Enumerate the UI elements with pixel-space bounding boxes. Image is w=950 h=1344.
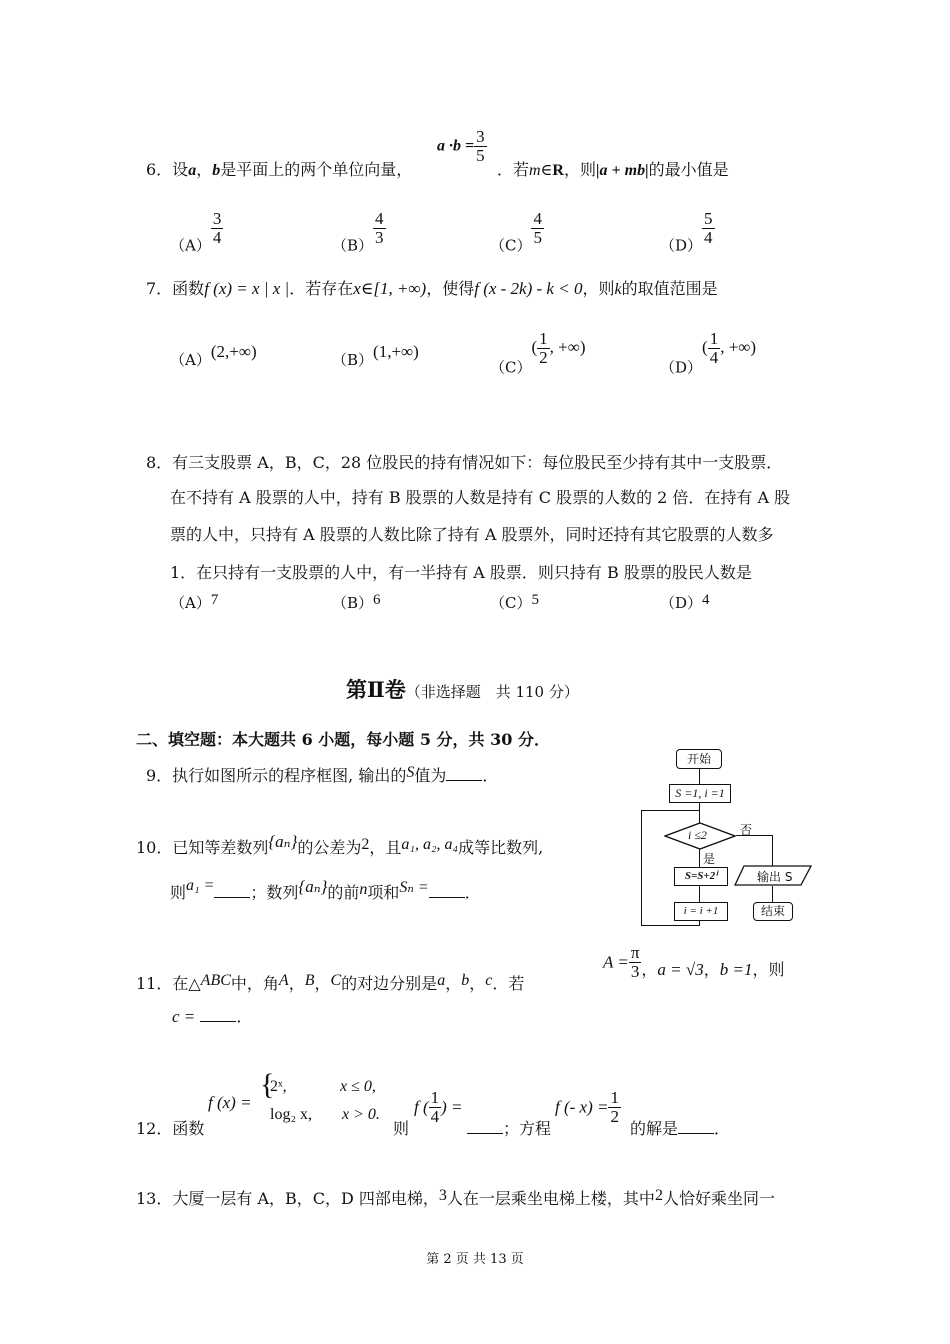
option-label: （C） bbox=[490, 358, 532, 377]
paren: , +∞) bbox=[549, 337, 586, 357]
option-label: （A） bbox=[170, 594, 211, 612]
frac-num: 1 bbox=[539, 329, 548, 348]
question-6-number: 6．设 bbox=[146, 160, 189, 179]
flowchart-line bbox=[772, 835, 773, 866]
q7-text1: ．若存在 bbox=[289, 279, 354, 298]
flowchart-update-s: S=S+2ⁱ bbox=[674, 867, 728, 886]
q11-text5: ，则 bbox=[752, 959, 785, 979]
q12-brace: { bbox=[260, 1068, 275, 1101]
q6-option-d[interactable] bbox=[660, 210, 715, 255]
option-value: (1,+∞) bbox=[373, 342, 419, 361]
q12-case1-cond: x ≤ 0, bbox=[340, 1078, 376, 1095]
q11-A-eq: A = bbox=[603, 952, 629, 972]
q11-a-eq: a = √3 bbox=[657, 959, 704, 979]
frac-den: 5 bbox=[533, 227, 542, 247]
flowchart-line bbox=[641, 925, 700, 926]
q6-option-c[interactable] bbox=[490, 210, 544, 255]
q10-terms: a₁, a₂, a₄ bbox=[401, 836, 459, 853]
q11-text2: 中，角 bbox=[230, 974, 279, 993]
q10-text7: 项和 bbox=[367, 883, 400, 902]
paren: , +∞) bbox=[720, 337, 757, 357]
q12-case2-cond: x > 0. bbox=[342, 1106, 380, 1123]
comma: ， bbox=[445, 974, 462, 993]
q12-f-lhs: f (x) = bbox=[208, 1093, 252, 1112]
period: ． bbox=[236, 1007, 253, 1026]
flowchart-start: 开始 bbox=[676, 749, 722, 769]
q10-two: 2 bbox=[361, 836, 370, 853]
q6-option-a[interactable] bbox=[170, 210, 223, 255]
q6-text3: ，则 bbox=[563, 160, 596, 179]
flowchart-line bbox=[699, 849, 700, 867]
q6-tail bbox=[497, 157, 729, 180]
option-label: （A） bbox=[170, 236, 211, 255]
question-10-line-2 bbox=[170, 877, 481, 903]
q6-fraction bbox=[474, 128, 487, 165]
q8-line-3: 票的人中，只持有 A 股票的人数比除了持有 A 股票外，同时还持有其它股票的人数多 bbox=[170, 525, 774, 544]
q9-text1: 9．执行如图所示的程序框图, 输出的 bbox=[146, 766, 407, 785]
option-value: (2,+∞) bbox=[210, 342, 257, 361]
section-2-heading: 二、填空题：本大题共 6 小题，每小题 5 分，共 30 分． bbox=[136, 730, 550, 749]
q8-line-1: 8．有三支股票 A，B，C，28 位股民的持有情况如下：每位股民至少持有其中一支股票． bbox=[146, 453, 783, 472]
q10-text5: ；数列 bbox=[250, 883, 299, 902]
q10-seq2: {aₙ} bbox=[298, 877, 328, 896]
frac-num: 4 bbox=[375, 209, 384, 228]
flowchart-line bbox=[772, 886, 773, 903]
frac-den: 3 bbox=[630, 961, 640, 981]
option-fraction bbox=[373, 210, 386, 247]
part-2-subtitle: （非选择题 共 110 分） bbox=[405, 683, 579, 701]
option-fraction bbox=[708, 330, 721, 367]
q12-case2-expr: log₂ x, bbox=[270, 1106, 313, 1123]
q12-end bbox=[630, 1116, 730, 1139]
q13-three: 3 bbox=[438, 1187, 447, 1204]
q8-option-c[interactable] bbox=[490, 592, 539, 613]
vector-b: b bbox=[212, 162, 221, 179]
q9-text2: 值为 bbox=[414, 766, 447, 785]
q11-A: A bbox=[278, 972, 289, 989]
q6-norm: |a + mb| bbox=[596, 162, 649, 179]
q7-option-a[interactable] bbox=[170, 342, 257, 370]
frac-num: 3 bbox=[212, 209, 222, 228]
q7-text2: ，使得 bbox=[426, 279, 475, 298]
flowchart-end: 结束 bbox=[753, 902, 793, 921]
q8-line-4: 1．在只持有一支股票的人中，有一半持有 A 股票．则只持有 B 股票的股民人数是 bbox=[170, 563, 752, 582]
frac-den: 4 bbox=[430, 1106, 440, 1126]
q11-answer-blank[interactable] bbox=[200, 1007, 236, 1022]
q10-text2: 的公差为 bbox=[297, 838, 362, 857]
frac-num: 4 bbox=[533, 209, 542, 228]
q10-seq: {aₙ} bbox=[268, 832, 298, 851]
q7-ineq: f (x - 2k) - k < 0 bbox=[474, 279, 583, 298]
q9-answer-blank[interactable] bbox=[446, 766, 482, 781]
q12-tail bbox=[467, 1116, 551, 1139]
frac-den: 5 bbox=[476, 145, 485, 165]
option-label: （C） bbox=[490, 236, 532, 255]
q10-text1: 10．已知等差数列 bbox=[136, 838, 269, 857]
q7-range: x∈[1, +∞) bbox=[353, 279, 427, 298]
flowchart-output-label: 输出 S bbox=[757, 870, 793, 884]
q11-b: b bbox=[461, 972, 470, 989]
q7-option-b[interactable] bbox=[332, 342, 419, 370]
option-value: 4 bbox=[702, 592, 710, 608]
q10-text6: 的前 bbox=[327, 883, 360, 902]
option-fraction bbox=[702, 210, 715, 247]
question-7-number: 7．函数 bbox=[146, 279, 205, 298]
paren: ( bbox=[531, 337, 538, 357]
q6-text: 是平面上的两个单位向量， bbox=[220, 160, 413, 179]
frac-num: 1 bbox=[430, 1088, 440, 1107]
frac-den: 3 bbox=[375, 227, 384, 247]
q7-option-c[interactable] bbox=[490, 330, 586, 377]
frac-den: 4 bbox=[709, 347, 719, 367]
q11-c: c bbox=[485, 972, 493, 989]
q11-C: C bbox=[330, 972, 342, 989]
q7-k: k bbox=[614, 281, 622, 298]
q10-a1-blank[interactable] bbox=[214, 883, 250, 898]
comma: ， bbox=[641, 959, 658, 979]
frac-den: 2 bbox=[539, 347, 548, 367]
q9-S: S bbox=[406, 764, 415, 781]
q6-dot-lhs: a ·b = bbox=[437, 137, 475, 155]
q12-text4: 的解是 bbox=[630, 1119, 679, 1138]
option-label: （D） bbox=[660, 236, 703, 255]
option-label: （C） bbox=[490, 594, 532, 612]
q11-b-eq: b =1 bbox=[719, 959, 753, 979]
q6-text4: 的最小值是 bbox=[648, 160, 729, 179]
q11-text3: 的对边分别是 bbox=[341, 974, 438, 993]
frac-num: 5 bbox=[704, 209, 713, 228]
comma: ， bbox=[469, 974, 486, 993]
q12-f-query bbox=[414, 1089, 463, 1126]
q6-option-b[interactable] bbox=[332, 210, 386, 255]
comma: ， bbox=[196, 160, 213, 179]
q11-ABC: ABC bbox=[200, 972, 231, 989]
q11-c-eq: c = bbox=[172, 1007, 196, 1026]
option-fraction bbox=[211, 210, 224, 247]
q12-eq-lhs: f (- x) = bbox=[555, 1097, 609, 1117]
option-fraction bbox=[537, 330, 550, 367]
q10-a1: a₁ = bbox=[186, 877, 215, 894]
option-label: （A） bbox=[170, 351, 211, 369]
flowchart-line bbox=[641, 810, 700, 811]
q12-f-q: f ( bbox=[414, 1097, 429, 1117]
flowchart-condition: i ≤2 bbox=[688, 828, 707, 842]
q7-text4: 的取值范围是 bbox=[621, 279, 718, 298]
vector-a: a bbox=[188, 162, 197, 179]
q12-half bbox=[608, 1089, 621, 1126]
part-2-heading bbox=[346, 674, 579, 704]
q10-text3: ，且 bbox=[369, 838, 402, 857]
q6-R: R bbox=[552, 162, 564, 179]
frac-den: 4 bbox=[212, 227, 222, 247]
q13-text1: 13．大厦一层有 A，B，C，D 四部电梯， bbox=[136, 1189, 439, 1208]
q8-line-2: 在不持有 A 股票的人中，持有 B 股票的人数是持有 C 股票的人数的 2 倍．在持有 A 股 bbox=[170, 488, 791, 507]
page-footer: 第 2 页 共 13 页 bbox=[426, 1252, 524, 1267]
comma: ， bbox=[314, 974, 331, 993]
q6-dot-product bbox=[437, 128, 487, 165]
option-label: （B） bbox=[332, 236, 374, 255]
paren: ( bbox=[702, 337, 708, 357]
q8-option-b[interactable] bbox=[332, 592, 381, 613]
q12-equation bbox=[555, 1089, 621, 1126]
q11-text1: 11．在△ bbox=[136, 974, 201, 993]
q6-m-in: m∈ bbox=[529, 162, 553, 179]
frac-num: 1 bbox=[610, 1088, 619, 1107]
q12-f-q-end: ) = bbox=[441, 1097, 463, 1117]
option-label: （B） bbox=[332, 351, 374, 369]
frac-num: 1 bbox=[709, 329, 719, 348]
comma: ， bbox=[703, 959, 720, 979]
q12-text1: 12．函数 bbox=[136, 1119, 205, 1138]
q12-case1-expr: 2ˣ, bbox=[270, 1078, 287, 1095]
question-6-line bbox=[146, 157, 412, 180]
q11-a: a bbox=[437, 972, 446, 989]
option-value: 5 bbox=[531, 592, 539, 608]
q7-text3: ，则 bbox=[582, 279, 615, 298]
q11-pi-fraction bbox=[629, 944, 642, 981]
q11-B: B bbox=[304, 972, 315, 989]
option-label: （D） bbox=[660, 358, 703, 377]
q12-answer-1-blank[interactable] bbox=[467, 1119, 503, 1134]
q8-option-a[interactable] bbox=[170, 592, 218, 613]
q10-pre: 则 bbox=[170, 883, 187, 902]
option-label: （D） bbox=[660, 594, 703, 612]
option-label: （B） bbox=[332, 594, 374, 612]
q12-quarter bbox=[429, 1089, 442, 1126]
question-11-line-2 bbox=[172, 1004, 252, 1027]
q12-text2: 则 bbox=[393, 1119, 410, 1138]
frac-den: 4 bbox=[704, 227, 713, 247]
frac-den: 2 bbox=[610, 1106, 619, 1126]
q12-text3: ；方程 bbox=[503, 1119, 552, 1138]
q13-text3: 人恰好乘坐同一 bbox=[662, 1189, 775, 1208]
q12-answer-2-blank[interactable] bbox=[678, 1119, 714, 1134]
question-10-line-1 bbox=[136, 832, 543, 858]
comma: ， bbox=[288, 974, 305, 993]
q7-option-d[interactable] bbox=[660, 330, 756, 377]
option-fraction bbox=[531, 210, 544, 247]
question-7-line bbox=[146, 276, 718, 299]
option-value: 6 bbox=[373, 592, 381, 608]
q13-two: 2 bbox=[654, 1187, 663, 1204]
q13-text2: 人在一层乘坐电梯上楼，其中 bbox=[446, 1189, 655, 1208]
q11-condition bbox=[603, 944, 785, 981]
question-13-line bbox=[136, 1186, 775, 1209]
flowchart-line bbox=[641, 810, 642, 926]
part-2-title: 第Ⅱ卷 bbox=[346, 677, 406, 702]
period: ． bbox=[714, 1119, 731, 1138]
q10-Sn: Sₙ = bbox=[399, 879, 429, 896]
period: ． bbox=[464, 883, 481, 902]
flowchart-no-label: 否 bbox=[740, 823, 753, 837]
q11-text4: ．若 bbox=[492, 974, 525, 993]
q6-text2: ．若 bbox=[497, 160, 530, 179]
question-9-line bbox=[146, 763, 498, 786]
q7-func: f (x) = x | x | bbox=[204, 279, 290, 298]
q10-sum-blank[interactable] bbox=[429, 883, 465, 898]
flowchart-arrow bbox=[699, 803, 700, 823]
frac-num: π bbox=[630, 943, 640, 962]
flowchart-line bbox=[699, 886, 700, 902]
period: ． bbox=[482, 766, 499, 785]
flowchart-init: S =1, i =1 bbox=[669, 784, 731, 803]
flowchart-yes-label: 是 bbox=[703, 852, 716, 866]
option-value: 7 bbox=[210, 592, 219, 608]
question-11-line-1 bbox=[136, 971, 524, 994]
q10-text4: 成等比数列, bbox=[458, 838, 544, 857]
flowchart-line bbox=[699, 921, 700, 926]
q8-option-d[interactable] bbox=[660, 592, 710, 613]
flowchart-arrow bbox=[699, 769, 700, 784]
q10-n: n bbox=[359, 881, 368, 898]
frac-num: 3 bbox=[476, 127, 485, 146]
flowchart-update-i: i = i +1 bbox=[674, 902, 728, 921]
